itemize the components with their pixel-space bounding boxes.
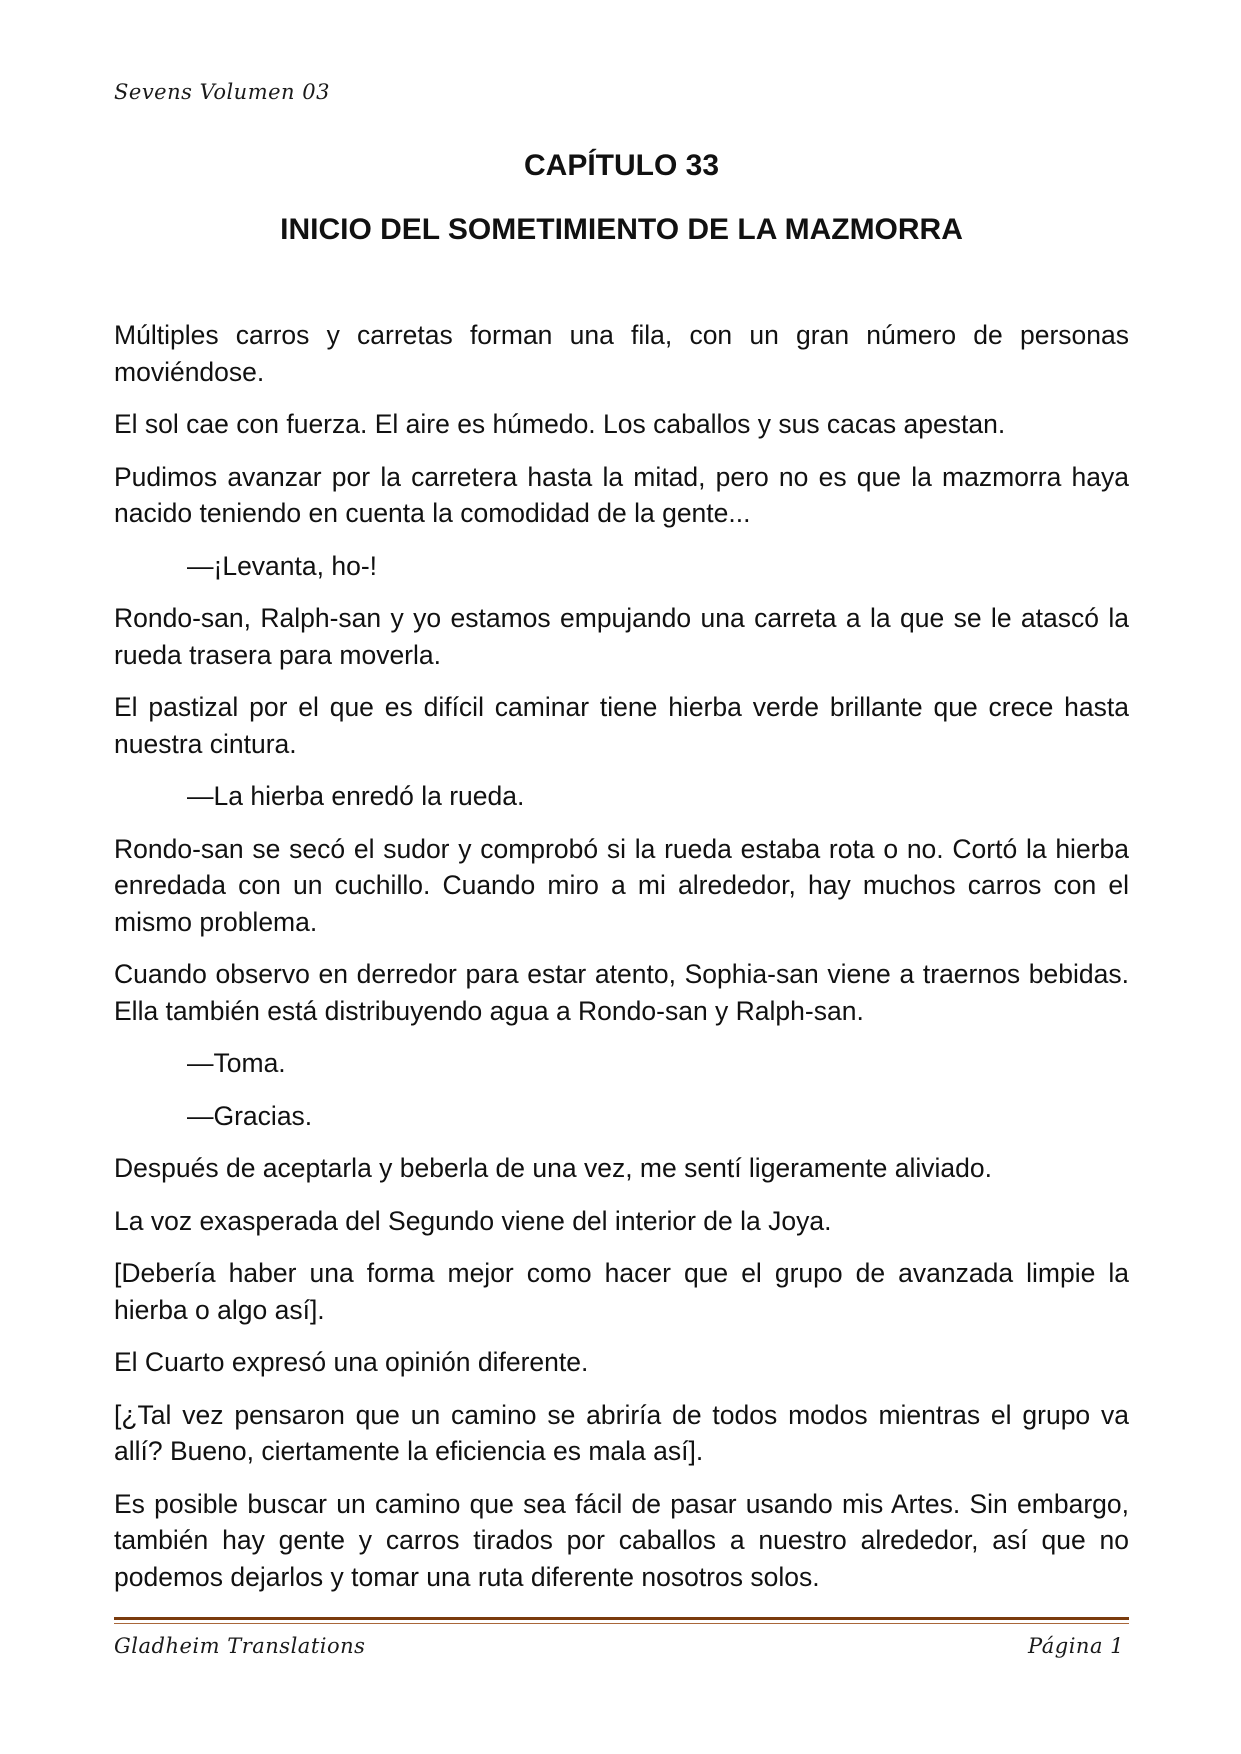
- paragraph: Múltiples carros y carretas forman una fila, con un gran número de personas moviéndose.: [114, 320, 1129, 387]
- paragraph: Cuando observo en derredor para estar atento, Sophia-san viene a traernos bebidas. Ella también está distribuyendo agua a Rondo-san y Ralph-san.: [114, 959, 1129, 1026]
- footer-publisher: Gladheim Translations: [114, 1634, 366, 1658]
- paragraph: El pastizal por el que es difícil caminar tiene hierba verde brillante que crece hasta nuestra cintura.: [114, 692, 1129, 759]
- chapter-title: INICIO DEL SOMETIMIENTO DE LA MAZMORRA: [280, 213, 963, 246]
- paragraph: Rondo-san se secó el sudor y comprobó si la rueda estaba rota o no. Cortó la hierba enredada con un cuchillo. Cuando miro a mi alrededor, hay muchos carros con el mismo problema.: [114, 833, 1129, 937]
- paragraph: La voz exasperada del Segundo viene del interior de la Joya.: [114, 1205, 832, 1236]
- chapter-body: [114, 317, 1129, 1611]
- paragraph: Pudimos avanzar por la carretera hasta la mitad, pero no es que la mazmorra haya nacido teniendo en cuenta la comodidad de la gente...: [114, 461, 1129, 528]
- footer-divider-thin: [114, 1623, 1129, 1624]
- chapter-number: CAPÍTULO 33: [523, 149, 720, 182]
- footer-divider: [114, 1617, 1129, 1620]
- dialogue-line: —La hierba enredó la rueda.: [187, 781, 525, 811]
- dialogue-line: —Toma.: [187, 1048, 286, 1078]
- chapter-heading: [114, 148, 1129, 248]
- dialogue-line: —Gracias.: [187, 1100, 313, 1131]
- running-header: Sevens Volumen 03: [114, 80, 330, 104]
- paragraph: Es posible buscar un camino que sea fácil de pasar usando mis Artes. Sin embargo, también hay gente y carros tirados por caballos a nuestro alrededor, así que no podemos dejarlos y tomar una ruta diferente nosotros solos.: [114, 1488, 1129, 1592]
- paragraph: [Debería haber una forma mejor como hacer que el grupo de avanzada limpie la hierba o algo así].: [114, 1258, 1129, 1325]
- paragraph: Después de aceptarla y beberla de una vez, me sentí ligeramente aliviado.: [114, 1153, 992, 1183]
- dialogue-line: —¡Levanta, ho-!: [187, 550, 378, 581]
- paragraph: Rondo-san, Ralph-san y yo estamos empujando una carreta a la que se le atascó la rueda trasera para moverla.: [114, 603, 1129, 670]
- paragraph: El Cuarto expresó una opinión diferente.: [114, 1347, 589, 1377]
- page-number: Página 1: [1028, 1634, 1124, 1658]
- paragraph: [¿Tal vez pensaron que un camino se abriría de todos modos mientras el grupo va allí? Bueno, ciertamente la eficiencia es mala así].: [114, 1399, 1129, 1466]
- paragraph: El sol cae con fuerza. El aire es húmedo. Los caballos y sus cacas apestan.: [114, 409, 1006, 439]
